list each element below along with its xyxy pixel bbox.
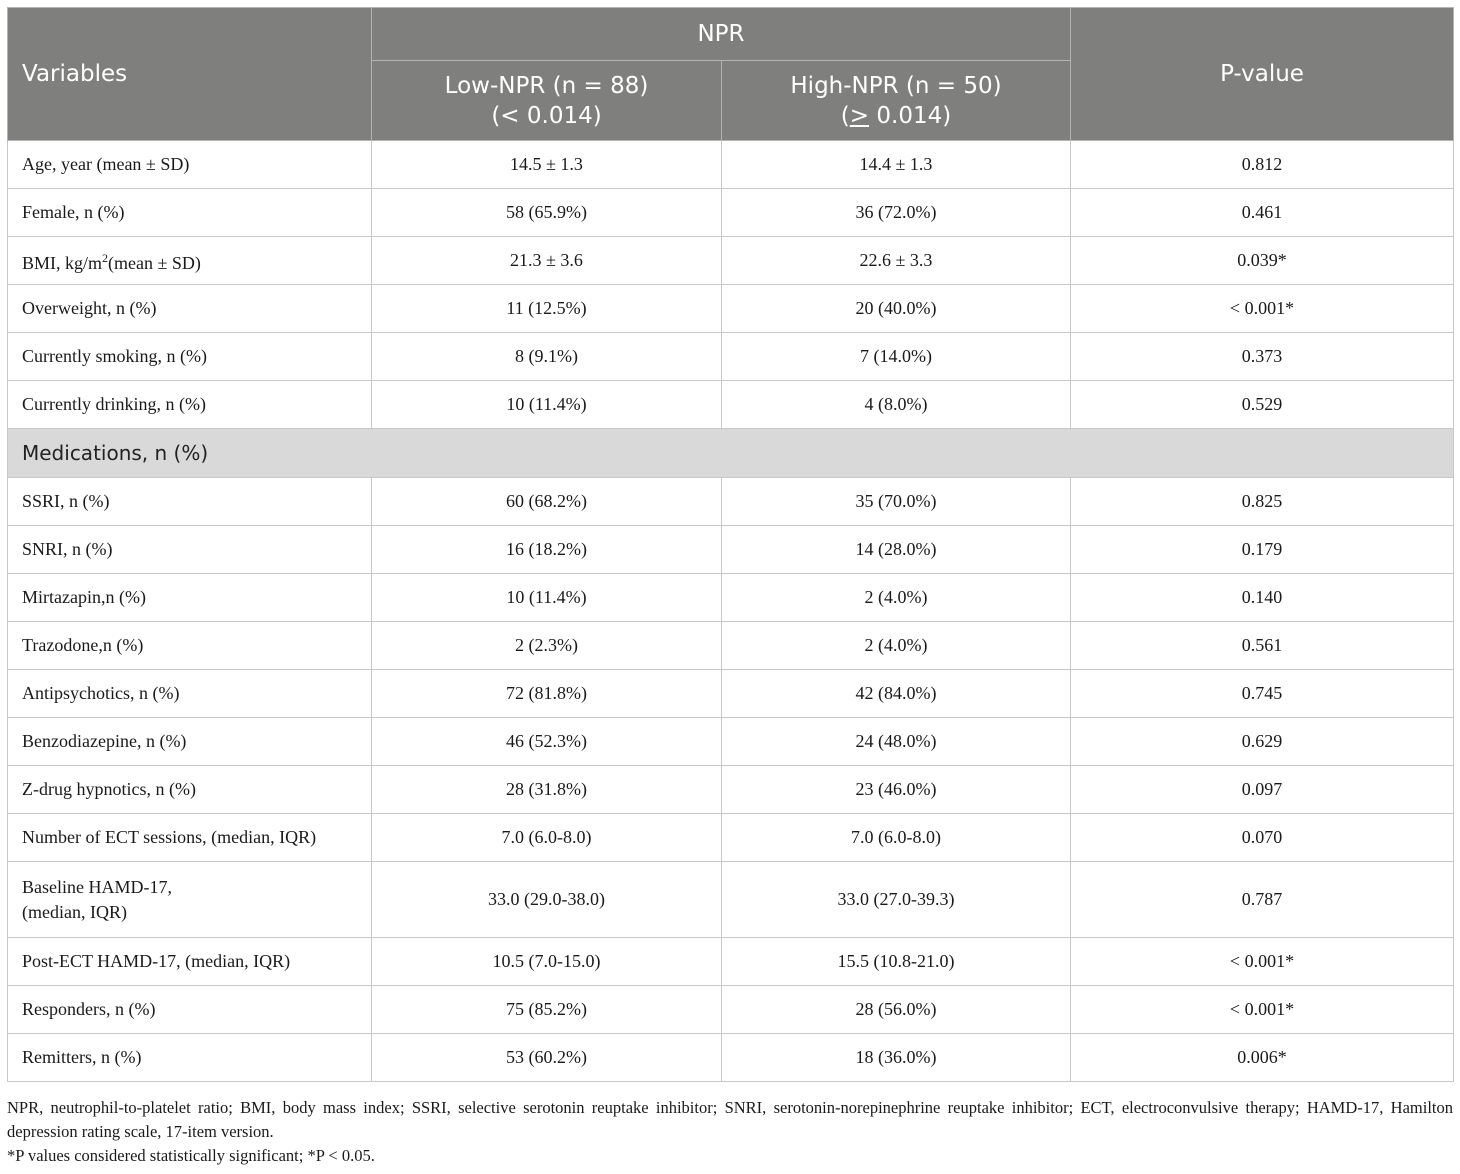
- header-high-npr: [722, 61, 1071, 141]
- table-row: [8, 237, 1454, 285]
- footnote-abbreviations: NPR, neutrophil-to-platelet ratio; BMI, body mass index; SSRI, selective serotonin reuptake inhibitor; SNRI, serotonin-norepinephrine reuptake inhibitor; ECT, electroconvulsive therapy; HAMD-17, Hamilton depression rating scale, 17-item version.: [7, 1098, 1453, 1141]
- section-title: Medications, n (%): [8, 429, 1454, 478]
- high-npr-cell: 35 (70.0%): [722, 478, 1071, 526]
- table-row: [8, 285, 1454, 333]
- low-npr-cell: 75 (85.2%): [372, 986, 722, 1034]
- high-npr-cell: 7 (14.0%): [722, 333, 1071, 381]
- variable-cell: Antipsychotics, n (%): [8, 670, 372, 718]
- low-npr-cell: 8 (9.1%): [372, 333, 722, 381]
- pvalue-cell: 0.179: [1071, 526, 1454, 574]
- high-npr-cell: 20 (40.0%): [722, 285, 1071, 333]
- high-npr-cell: 24 (48.0%): [722, 718, 1071, 766]
- table-row: [8, 862, 1454, 938]
- high-npr-cell: 23 (46.0%): [722, 766, 1071, 814]
- header-variables: Variables: [8, 8, 372, 141]
- header-high-npr-threshold: (> 0.014): [840, 102, 952, 129]
- table-row: [8, 333, 1454, 381]
- header-low-npr-label: Low-NPR (n = 88): [444, 72, 649, 99]
- low-npr-cell: 10.5 (7.0-15.0): [372, 938, 722, 986]
- table-row: [8, 1034, 1454, 1082]
- pvalue-cell: < 0.001*: [1071, 938, 1454, 986]
- low-npr-cell: 46 (52.3%): [372, 718, 722, 766]
- variable-cell: Currently drinking, n (%): [8, 381, 372, 429]
- variable-cell: BMI, $kg/m^2(mean \pm SD)$: [8, 237, 372, 285]
- low-npr-cell: 10 (11.4%): [372, 574, 722, 622]
- pvalue-cell: 0.529: [1071, 381, 1454, 429]
- high-npr-cell: 42 (84.0%): [722, 670, 1071, 718]
- variable-cell: Currently smoking, n (%): [8, 333, 372, 381]
- low-npr-cell: 7.0 (6.0-8.0): [372, 814, 722, 862]
- table-row: [8, 478, 1454, 526]
- variable-cell: Mirtazapin,n (%): [8, 574, 372, 622]
- high-npr-cell: 15.5 (10.8-21.0): [722, 938, 1071, 986]
- low-npr-cell: 33.0 (29.0-38.0): [372, 862, 722, 938]
- high-npr-cell: 14 (28.0%): [722, 526, 1071, 574]
- variable-cell: Trazodone,n (%): [8, 622, 372, 670]
- variable-cell: Post-ECT HAMD-17, (median, IQR): [8, 938, 372, 986]
- low-npr-cell: 10 (11.4%): [372, 381, 722, 429]
- table-row: [8, 622, 1454, 670]
- low-npr-cell: 72 (81.8%): [372, 670, 722, 718]
- variable-cell: Overweight, n (%): [8, 285, 372, 333]
- pvalue-cell: 0.745: [1071, 670, 1454, 718]
- variable-cell: Number of ECT sessions, (median, IQR): [8, 814, 372, 862]
- table-row: [8, 986, 1454, 1034]
- pvalue-cell: 0.039*: [1071, 237, 1454, 285]
- low-npr-cell: 28 (31.8%): [372, 766, 722, 814]
- header-low-npr: [372, 61, 722, 141]
- table-row: [8, 141, 1454, 189]
- low-npr-cell: 53 (60.2%): [372, 1034, 722, 1082]
- low-npr-cell: 21.3 ± 3.6: [372, 237, 722, 285]
- high-npr-cell: 4 (8.0%): [722, 381, 1071, 429]
- table-row: [8, 381, 1454, 429]
- low-npr-cell: 11 (12.5%): [372, 285, 722, 333]
- high-npr-cell: 28 (56.0%): [722, 986, 1071, 1034]
- table-row: [8, 189, 1454, 237]
- pvalue-cell: 0.373: [1071, 333, 1454, 381]
- variable-cell: Z-drug hypnotics, n (%): [8, 766, 372, 814]
- variable-cell: Female, n (%): [8, 189, 372, 237]
- low-npr-cell: 58 (65.9%): [372, 189, 722, 237]
- header-low-npr-threshold: (< 0.014): [491, 102, 602, 129]
- footnote-significance: *P values considered statistically significant; *P < 0.05.: [7, 1146, 375, 1165]
- table-row: [8, 670, 1454, 718]
- pvalue-cell: 0.812: [1071, 141, 1454, 189]
- high-npr-cell: 7.0 (6.0-8.0): [722, 814, 1071, 862]
- pvalue-cell: 0.787: [1071, 862, 1454, 938]
- table-row: [8, 938, 1454, 986]
- pvalue-cell: 0.561: [1071, 622, 1454, 670]
- header-pvalue: P-value: [1071, 8, 1454, 141]
- pvalue-cell: 0.461: [1071, 189, 1454, 237]
- pvalue-cell: < 0.001*: [1071, 986, 1454, 1034]
- low-npr-cell: 16 (18.2%): [372, 526, 722, 574]
- table-row: [8, 526, 1454, 574]
- high-npr-cell: 22.6 ± 3.3: [722, 237, 1071, 285]
- pvalue-cell: 0.825: [1071, 478, 1454, 526]
- low-npr-cell: 2 (2.3%): [372, 622, 722, 670]
- pvalue-cell: 0.097: [1071, 766, 1454, 814]
- header-high-npr-label: High-NPR (n = 50): [790, 72, 1002, 99]
- pvalue-cell: 0.629: [1071, 718, 1454, 766]
- high-npr-cell: 36 (72.0%): [722, 189, 1071, 237]
- ge-symbol: >: [849, 102, 870, 129]
- high-npr-cell: 18 (36.0%): [722, 1034, 1071, 1082]
- high-npr-cell: 14.4 ± 1.3: [722, 141, 1071, 189]
- high-npr-cell: 2 (4.0%): [722, 622, 1071, 670]
- data-table: [7, 7, 1454, 1082]
- table-row: [8, 718, 1454, 766]
- table-row: [8, 574, 1454, 622]
- low-npr-cell: 60 (68.2%): [372, 478, 722, 526]
- variable-cell: Responders, n (%): [8, 986, 372, 1034]
- high-npr-cell: 33.0 (27.0-39.3): [722, 862, 1071, 938]
- table-body: [8, 141, 1454, 1082]
- table-row: [8, 814, 1454, 862]
- section-row-medications: [8, 429, 1454, 478]
- low-npr-cell: 14.5 ± 1.3: [372, 141, 722, 189]
- pvalue-cell: 0.006*: [1071, 1034, 1454, 1082]
- variable-cell: Remitters, n (%): [8, 1034, 372, 1082]
- variable-cell: SSRI, n (%): [8, 478, 372, 526]
- table-header: [8, 8, 1454, 141]
- header-npr-group: NPR: [372, 8, 1071, 61]
- high-npr-cell: 2 (4.0%): [722, 574, 1071, 622]
- variable-cell: Baseline HAMD-17, (median, IQR): [8, 862, 372, 938]
- variable-cell: Benzodiazepine, n (%): [8, 718, 372, 766]
- table-row: [8, 766, 1454, 814]
- pvalue-cell: < 0.001*: [1071, 285, 1454, 333]
- variable-cell: Age, year (mean ± SD): [8, 141, 372, 189]
- variable-cell: SNRI, n (%): [8, 526, 372, 574]
- pvalue-cell: 0.070: [1071, 814, 1454, 862]
- pvalue-cell: 0.140: [1071, 574, 1454, 622]
